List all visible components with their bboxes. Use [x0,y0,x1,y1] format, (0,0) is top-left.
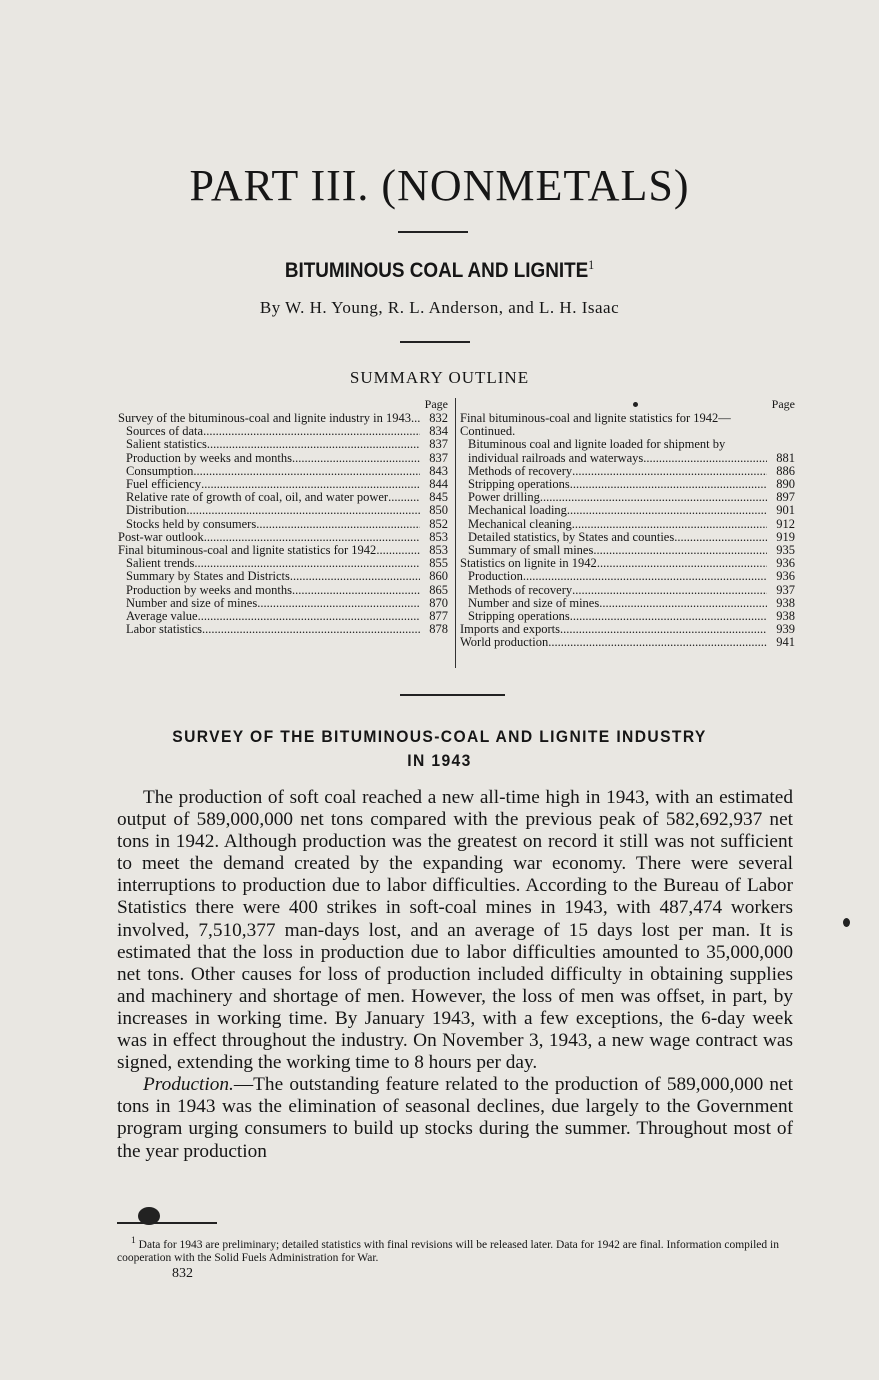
toc-entry-page: 881 [776,450,795,465]
toc-entry-page: 832 [429,411,448,425]
toc-entry-title: Statistics on lignite in 1942 ..... [460,557,767,570]
toc-entry [460,597,795,610]
toc-entry-page: 852 [429,516,448,531]
toc-entry-title: Production ..... [468,570,767,583]
toc-left-column [118,398,448,636]
footnote-mark: 1 [131,1235,136,1246]
outline-heading: SUMMARY OUTLINE [349,368,530,387]
toc-entry-title: Mechanical loading ..... [468,504,767,517]
toc-entry [460,438,795,464]
toc-entry [118,412,448,425]
toc-entry [118,478,448,491]
toc-entry [118,452,448,465]
toc-entry-page: 912 [776,516,795,531]
toc-entry [118,425,448,438]
toc-entry-page: 897 [776,490,795,505]
toc-entry-page: 837 [429,437,448,452]
chapter-title [44,257,835,283]
toc-entry-title: Consumption ..... [126,465,420,478]
toc-entry [118,570,448,583]
toc-entry [460,478,795,491]
toc-entry-title: Relative rate of growth of coal, oil, and water power ..... [126,491,420,504]
toc-entry-page: 853 [429,543,448,558]
paragraph-1: The production of soft coal reached a new all-time high in 1943, with an estimated output of 589,000,000 net tons compared with the previous peak of 582,692,937 net tons in 1942. Although production was the greatest on record it still was not sufficient to meet the demand created by the expanding war economy. There were several interruptions to production due to labor difficulties. According to the Bureau of Labor Statistics there were 400 strikes in soft-coal mines in 1943, with 487,474 workers involved, 7,510,377 man-days lost, and an average of 15 days lost per man. It is estimated that the loss in production due to labor difficulties amounted to 35,000,000 net tons. Other causes for loss of production included difficulty in obtaining supplies and machinery and shortage of men. However, the loss of men was offset, in part, by increases in working time. By January 1943, with a few exceptions, the 6-day week was in effect throughout the industry. On November 3, 1943, a new wage contract was signed, extending the working time to 8 hours per day. [117,787,793,1074]
toc-entry-title: Number and size of mines ..... [126,597,420,610]
toc-entry [118,557,448,570]
toc-entry-title: Methods of recovery ..... [468,465,767,478]
toc-entry-page: 870 [429,595,448,610]
chapter-title-text: BITUMINOUS COAL AND LIGNITE [284,259,589,282]
paragraph-2 [117,1074,793,1162]
section-heading-line1: SURVEY OF THE BITUMINOUS-COAL AND LIGNITE INDUSTRY [172,727,707,746]
toc-entry-page: 837 [429,450,448,465]
toc-entry-page: 941 [776,635,795,650]
toc-entry [118,518,448,531]
toc-entry-page: 939 [776,622,795,637]
toc-entry-title: Summary by States and Districts ..... [126,570,420,583]
toc-entry-page: 843 [429,463,448,478]
toc-entry-page: 850 [429,503,448,518]
toc-entry-page: 834 [429,424,448,439]
footnote-rule [117,1222,217,1224]
ink-speck [633,402,638,407]
ink-speck [843,918,850,927]
part-title: PART III. (NONMETALS) [189,161,690,210]
toc-entry-page: 937 [776,582,795,597]
section-heading [35,725,844,773]
toc-entry [460,491,795,504]
toc-entry-page: 936 [776,556,795,571]
toc-entry [460,518,795,531]
toc-entry-page: 844 [429,477,448,492]
toc-entry-page: 855 [429,556,448,571]
section-rule [400,694,505,696]
authors-rule [400,341,470,343]
section-heading-line2: IN 1943 [407,751,472,770]
toc-entry-title: Detailed statistics, by States and counties ..... [468,531,767,544]
toc-entry-title: Imports and exports ..... [460,623,767,636]
toc-entry [460,504,795,517]
toc-entry-title: World production ..... [460,636,767,649]
toc-entry [118,504,448,517]
toc-entry-page: 890 [776,477,795,492]
toc-entry-title: Summary of small mines ..... [468,544,767,557]
toc-entry-page: 886 [776,463,795,478]
toc-entry-title: Stocks held by consumers ..... [126,518,420,531]
toc-entry [460,557,795,570]
ink-blot [138,1207,160,1225]
toc-entry-page: 865 [429,582,448,597]
body-text [117,787,793,1163]
toc-right-column [460,398,795,650]
toc-entry-page: 938 [776,595,795,610]
page-number: 832 [172,1266,193,1281]
toc-entry-title: Stripping operations ..... [468,610,767,623]
toc-entry-title: Post-war outlook ..... [118,531,420,544]
toc-entry-title: Final bituminous-coal and lignite statistics for 1942—Continued. [460,412,731,439]
toc-entry-title: Methods of recovery ..... [468,584,767,597]
toc-entry [118,465,448,478]
toc-entry [460,531,795,544]
toc-entry-page: 878 [429,622,448,637]
toc-entry-page: 938 [776,609,795,624]
toc-entry-title: Average value ..... [126,610,420,623]
toc-entry [118,491,448,504]
toc-entry-title: Bituminous coal and lignite loaded for shipment by individual railroads and waterways ..... [468,438,767,464]
toc-entry [460,412,795,438]
toc-page-label: Page [771,397,795,411]
footnote [117,1234,793,1265]
paragraph-2-lead: Production. [143,1074,234,1096]
toc-entry [118,438,448,451]
toc-entry-title: Production by weeks and months ..... [126,584,420,597]
toc-entry [118,597,448,610]
toc-entry-title: Salient statistics ..... [126,438,420,451]
toc-entry-page: 860 [429,569,448,584]
toc-entry-title: Salient trends ..... [126,557,420,570]
toc-entry-title: Survey of the bituminous-coal and lignite industry in 1943 ..... [118,412,420,425]
toc-entry-page: 919 [776,529,795,544]
toc-entry [460,623,795,636]
toc-entry [460,610,795,623]
footnote-text: Data for 1943 are preliminary; detailed statistics with final revisions will be released later. Data for 1942 are final. Information compiled in cooperation with the Solid Fuels Administration for War. [117,1238,779,1264]
toc-entry-title: Stripping operations ..... [468,478,767,491]
toc-entry [460,584,795,597]
toc-entry [460,465,795,478]
toc-entry-title: Production by weeks and months ..... [126,452,420,465]
chapter-footnote-mark: 1 [588,257,595,272]
paragraph-2-text: —The outstanding feature related to the production of 589,000,000 net tons in 1943 was the elimination of seasonal declines, due largely to the Government program urging consumers to build up stocks during the summer. Throughout most of the year production [117,1074,793,1162]
toc-entry [118,544,448,557]
toc-entry-title: Labor statistics ..... [126,623,420,636]
toc-entry-title: Fuel efficiency ..... [126,478,420,491]
toc-entry [118,531,448,544]
toc-entry [460,636,795,649]
authors: By W. H. Young, R. L. Anderson, and L. H. Isaac [259,298,620,317]
toc-entry [460,544,795,557]
toc-entry-title: Distribution ..... [126,504,420,517]
toc-entry-title: Final bituminous-coal and lignite statistics for 1942 ..... [118,544,420,557]
toc-entry-page: 877 [429,609,448,624]
toc-entry [118,623,448,636]
toc-entry [460,570,795,583]
toc-entry-title: Number and size of mines ..... [468,597,767,610]
toc-entry-page: 935 [776,543,795,558]
toc-entry-title: Sources of data ..... [126,425,420,438]
toc-entry-page: 936 [776,569,795,584]
toc-divider [455,398,456,668]
title-rule [398,231,468,233]
toc-entry [118,584,448,597]
toc-entry-page: 901 [776,503,795,518]
toc-entry-title: Power drilling ..... [468,491,767,504]
toc-entry-page: 845 [429,490,448,505]
toc-entry-page: 853 [429,529,448,544]
toc-entry-title: Mechanical cleaning ..... [468,518,767,531]
toc-entry [118,610,448,623]
toc-page-label: Page [424,397,448,411]
